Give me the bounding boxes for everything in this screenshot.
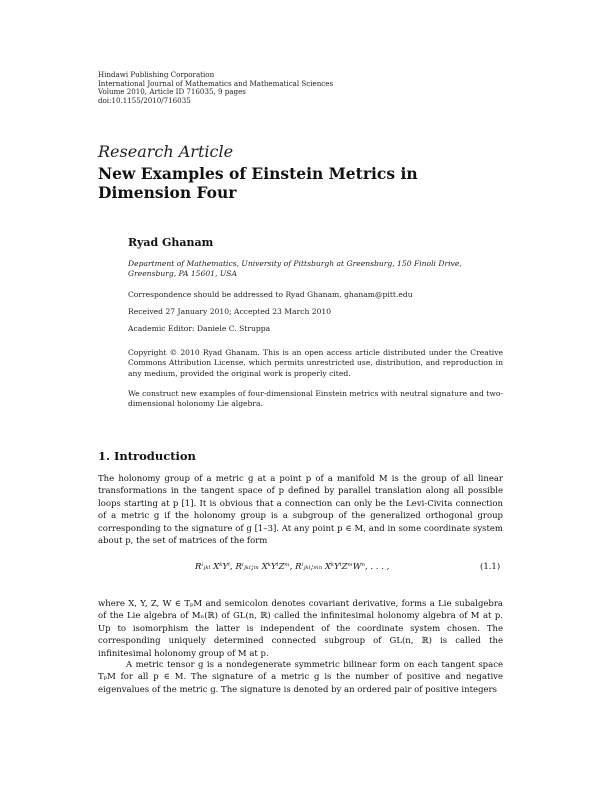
correspondence: Correspondence should be addressed to Ryad Ghanam, ghanam@pitt.edu xyxy=(128,290,413,299)
doi-line: doi:10.1155/2010/716035 xyxy=(98,95,191,105)
paper-title: New Examples of Einstein Metrics in Dimension Four xyxy=(98,164,418,202)
publisher-line: Hindawi Publishing Corporation xyxy=(98,70,215,79)
paragraph-1: The holonomy group of a metric g at a point p of a manifold M is the group of all linear transformations in the tangent space of p defined by parallel translation along all possible loops starting at p [1]. It is obvious that a connection can only be the Levi-Civita connection of a metric g if the holonomy group is a subgroup of the generalized orthogonal group corresponding to the signature of g [1–3]. At any point p ∈ M, and in some coordinate system about p, the set of matrices of the form xyxy=(98,474,503,547)
paragraph-3: A metric tensor g is a nondegenerate symmetric bilinear form on each tangent space TₚM for all p ∈ M. The signature of a metric g is the number of positive and negative eigenvalues of the metric g. The signature is denoted by an ordered pair of positive integers xyxy=(98,660,503,695)
affiliation: Department of Mathematics, University of Pittsburgh at Greensburg, 150 Finoli Drive, Greensburg, PA 15601, USA xyxy=(128,259,462,279)
academic-editor: Academic Editor: Daniele C. Struppa xyxy=(128,324,271,333)
abstract: We construct new examples of four-dimensional Einstein metrics with neutral signature and two-dimensional holonomy Lie algebra. xyxy=(128,389,503,409)
received-dates: Received 27 January 2010; Accepted 23 March 2010 xyxy=(128,307,332,316)
equation-number: (1.1) xyxy=(480,562,501,572)
journal-name-line: International Journal of Mathematics and Mathematical Sciences xyxy=(98,78,334,88)
paragraph-2: where X, Y, Z, W ∈ TₚM and semicolon denotes covariant derivative, forms a Lie subalgebra of the Lie algebra of Mₙ(ℝ) of GL(n, ℝ) called the infinitesimal holonomy algebra of M at p. Up to isomorphism the latter is independent of the coordinate system chosen. The corresponding uniquely determined connected subgroup of GL(n, ℝ) is called the infinitesimal holonomy group of M at p. xyxy=(98,599,503,659)
equation: Rⁱⱼₖₗ XᵏYˡ, Rⁱⱼₖₗ;ₘ XᵏYˡZᵐ, Rⁱⱼₖₗ;ₘₙ XᵏYˡZᵐWⁿ, . . . , xyxy=(195,562,390,572)
volume-line: Volume 2010, Article ID 716035, 9 pages xyxy=(98,87,246,97)
journal-header xyxy=(98,71,333,105)
author-name: Ryad Ghanam xyxy=(128,236,214,249)
article-type: Research Article xyxy=(98,142,234,161)
section-heading: 1. Introduction xyxy=(98,449,196,463)
copyright-notice: Copyright © 2010 Ryad Ghanam. This is an open access article distributed under the Creative Commons Attribution License, which permits unrestricted use, distribution, and reproduction in any medium, provided the original work is properly cited. xyxy=(128,348,503,378)
